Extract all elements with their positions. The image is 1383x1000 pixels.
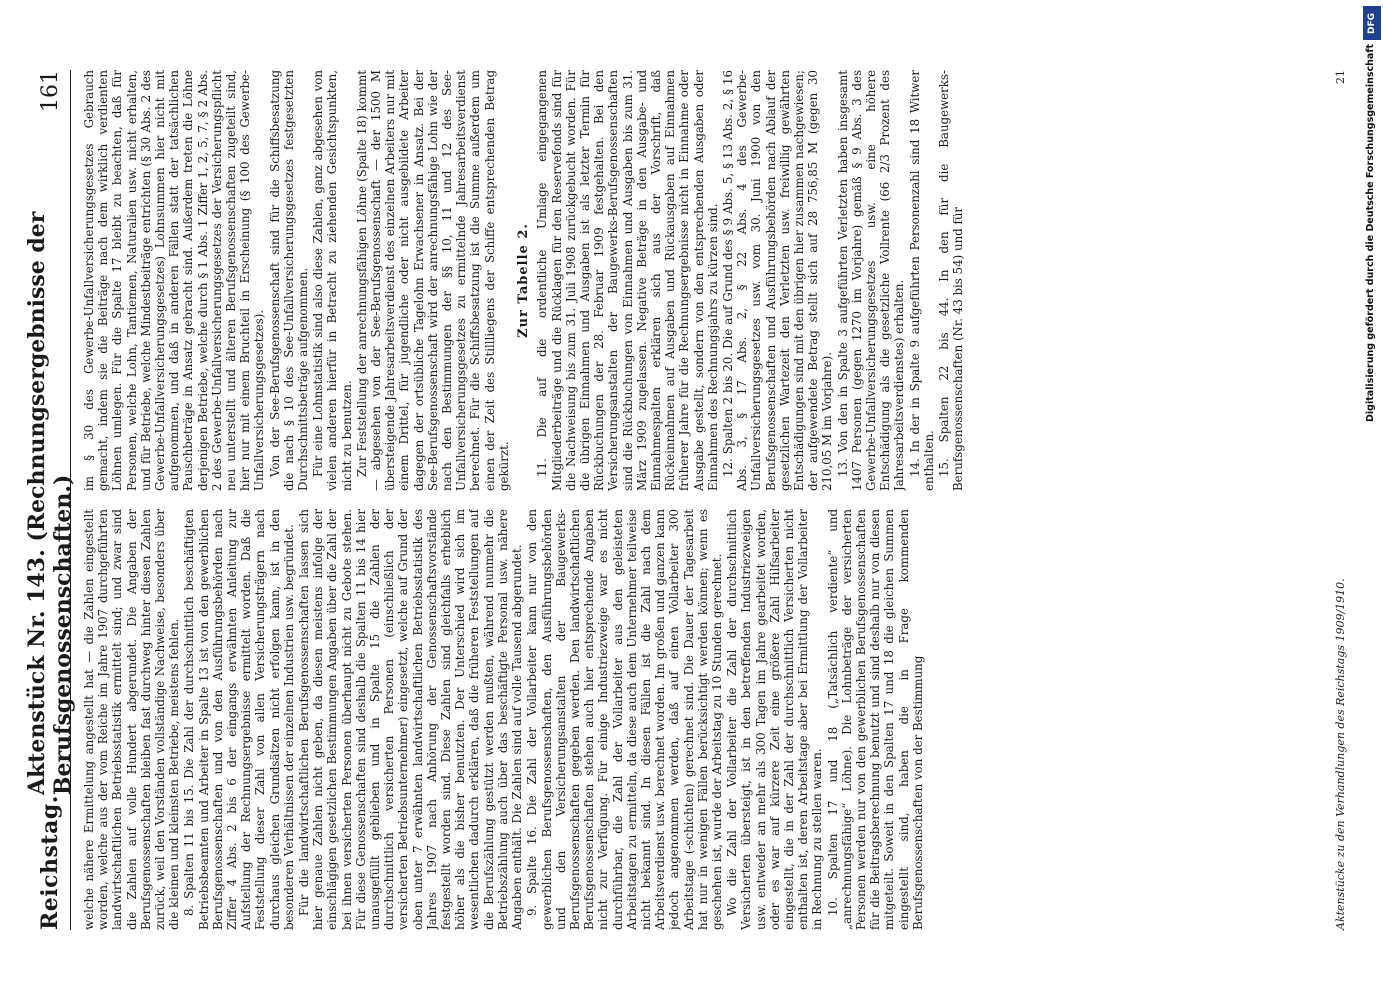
funding-notice: Digitalisierung gefördert durch die Deutsche Forschungsgemeinschaft bbox=[1365, 44, 1376, 422]
paragraph: Von der See-Berufsgenossenschaft sind für die Schiffsbesatzung die nach § 10 des See-Unfallversicherungsgesetzes festgesetzten Durchschnittsbeträge aufgenommen. bbox=[267, 70, 311, 491]
column-right bbox=[82, 70, 1323, 491]
digitization-sidebar bbox=[1361, 0, 1383, 1000]
header-left: Reichstag. bbox=[37, 795, 63, 930]
paragraph: 14. In der in Spalte 9 aufgeführten Personenzahl sind 18 Witwer enthalten. bbox=[907, 70, 936, 491]
paragraph: Zur Feststellung der anrechnungsfähigen Löhne (Spalte 18) kommt — abgesehen von der See-Berufsgenossenschaft — der 1500 M übersteigende Jahresarbeitsverdienst des einzelnen Arbeiters nur mit einem Drittel, für jugendliche oder nicht ausgebildete Arbeiter dagegen der ortsübliche Tagelohn Erwachsener in Ansatz. Bei der See-Berufsgenossenschaft wird der anrechnungsfähige Lohn wie der nach den Bestimmungen der §§ 10, 11 und 12 des See-Unfallversicherungsgesetzes zu ermittelnde Jahresarbeitsverdienst berechnet. Für die Schiffsbesatzung ist die Summe außerdem um einen der Zeit des Stillliegens der Schiffe entsprechenden Betrag gekürzt. bbox=[354, 70, 511, 491]
header-title: Aktenstück Nr. 143. (Rechnungsergebnisse der Berufsgenossenschaften.) bbox=[24, 211, 76, 796]
paragraph: Wo die Zahl der Vollarbeiter die Zahl der durchschnittlich Versicherten übersteigt, ist in den betreffenden Industriezweigen usw. entweder an mehr als 300 Tagen im Jahre gearbeitet worden, oder es war auf kürzere Zeit eine größere Zahl Hilfsarbeiter eingestellt, die in der Zahl der durchschnittlich Versicherten nicht enthalten ist, deren Arbeitstage aber bei Ermittlung der Vollarbeiter in Rechnung zu stellen waren. bbox=[725, 509, 825, 930]
dfg-logo-icon: DFG bbox=[1363, 6, 1381, 40]
text-columns bbox=[82, 70, 1323, 930]
paragraph: 8. Spalten 11 bis 15. Die Zahl der durchschnittlich beschäftigten Betriebsbeamten und Arbeiter in Spalte 13 ist von den gewerblichen Berufsgenossenschaften und von den Ausführungsbehörden nach Ziffer 4 Abs. 2 bis 6 der eingangs erwähnten Anleitung zur Aufstellung der Rechnungsergebnisse ermittelt worden. Daß die Feststellung dieser Zahl von allen Versicherungsträgern nach durchaus gleichen Grundsätzen nicht erfolgen kann, ist in den besonderen Verhältnissen der einzelnen Industrien usw. begründet. bbox=[182, 509, 296, 930]
paragraph: Für die landwirtschaftlichen Berufsgenossenschaften lassen sich hier genaue Zahlen nicht geben, da diesen meistens infolge der einschlägigen gesetzlichen Bestimmungen Angaben über die Zahl der bei ihnen versicherten Personen überhaupt nicht zu Gebote stehen. Für diese Genossenschaften sind deshalb die Spalten 11 bis 14 hier unausgefüllt geblieben und in Spalte 15 die Zahlen der durchschnittlich versicherten Personen (einschließlich der versicherten Betriebsunternehmer) eingesetzt, welche auf Grund der oben unter 7 erwähnten landwirtschaftlichen Betriebsstatistik des Jahres 1907 nach Anhörung der Genossenschaftsvorstände festgestellt worden sind. Diese Zahlen sind gleichfalls erheblich höher als die bisher benutzten. Der Unterschied wird sich im wesentlichen dadurch erklären, daß die früheren Feststellungen auf die Berufszählung gestützt werden mußten, während nunmehr die Betriebszählung auch über das beschäftigte Personal usw. nähere Angaben enthält. Die Zahlen sind auf volle Tausend abgerundet. bbox=[297, 509, 525, 930]
paragraph: 10. Spalten 17 und 18 („Tatsächlich verdiente“ und „anrechnungsfähige“ Löhne). Die Lohnbeträge der versicherten Personen werden nur von den gewerblichen Berufsgenossenschaften für die Beitragsberechnung benutzt und sind deshalb nur von diesen mitgeteilt. Soweit in den Spalten 17 und 18 die gleichen Summen eingestellt sind, haben die in Frage kommenden Berufsgenossenschaften von der Bestimmung bbox=[825, 509, 925, 930]
paragraph: 11. Die auf die ordentliche Umlage eingegangenen Mitgliederbeiträge und die Rücklagen für den Reservefonds sind für die Nachweisung bis zum 31. Juli 1908 zurückgebucht worden. Für die übrigen Einnahmen und Ausgaben ist als letzter Termin für Rückbuchungen der 28. Februar 1909 festgehalten. Bei den Versicherungsanstalten der Baugewerks-Berufsgenossenschaften sind die Rückbuchungen von Einnahmen und Ausgaben bis zum 31. März 1909 zugelassen. Negative Beträge in den Ausgabe- und Einnahmespalten erklären sich aus der Vorschrift, daß Rückeinnahmen auf Ausgaben und Rückausgaben auf Einnahmen früherer Jahre für die Rechnungsergebnisse nicht in Einnahme oder Ausgabe gestellt, sondern von den entsprechenden Ausgaben oder Einnahmen des Rechnungsjahrs zu kürzen sind. bbox=[535, 70, 720, 491]
footer-source: Aktenstücke zu den Verhandlungen des Reichstags 1909/1910. bbox=[1334, 578, 1347, 930]
paragraph: Für eine Lohnstatistik sind also diese Zahlen, ganz abgesehen von vielen anderen hierfür in Betracht zu ziehenden Gesichtspunkten, nicht zu benutzen. bbox=[311, 70, 354, 491]
section-heading: Zur Tabelle 2. bbox=[516, 223, 532, 338]
footer-sheet-number: 21 bbox=[1334, 70, 1347, 84]
paragraph: 9. Spalte 16. Die Zahl der Vollarbeiter kann nur von den gewerblichen Berufsgenossenschaften, den Ausführungsbehörden und den Versicherungsanstalten der Baugewerks-Berufsgenossenschaften gegeben werden. Den landwirtschaftlichen Berufsgenossenschaften stehen auch hier entsprechende Angaben nicht zur Verfügung. Für einige Industriezweige war es nicht durchführbar, die Zahl der Vollarbeiter aus den geleisteten Arbeitstagen zu ermitteln, da diese auch dem Unternehmer teilweise nicht bekannt sind. In diesen Fällen ist die Zahl nach dem Arbeitsverdienst usw. berechnet worden. Im großen und ganzen kann jedoch angenommen werden, daß auf einen Vollarbeiter 300 Arbeitstage (-schichten) gerechnet sind. Die Dauer der Tagesarbeit hat nur in wenigen Fällen berücksichtigt werden können; wenn es geschehen ist, wurde der Arbeitstag zu 10 Stunden gerechnet. bbox=[525, 509, 724, 930]
paragraph: 12. Spalten 2 bis 20. Die auf Grund des § 9 Abs. 5, § 13 Abs. 2, § 16 Abs. 3, § 17 Abs. 2, § 22 Abs. 4 des Gewerbe-Unfallversicherungsgesetzes usw. vom 30. Juni 1900 von den Berufsgenossenschaften und Ausführungsbehörden nach Ablauf der gesetzlichen Wartezeit den Verletzten usw. freiwillig gewährten Entschädigungen sind mit den übrigen hier zusammen nachgewiesen; der aufgewendete Betrag stellt sich auf 28 756,85 M (gegen 30 210,05 M im Vorjahre). bbox=[720, 70, 835, 491]
paragraph: 13. Von den in Spalte 3 aufgeführten Verletzten haben insgesamt 1407 Personen (gegen 1270 im Vorjahre) gemäß § 9 Abs. 3 des Gewerbe-Unfallversicherungsgesetzes usw. eine höhere Entschädigung als die gesetzliche Vollrente (66 2/3 Prozent des Jahresarbeitsverdienstes) erhalten. bbox=[835, 70, 907, 491]
page-number: 161 bbox=[37, 70, 63, 112]
column-left bbox=[82, 509, 1323, 930]
paragraph: im § 30 des Gewerbe-Unfallversicherungsgesetzes Gebrauch gemacht, indem sie die Beiträge nach dem wirklich verdienten Löhnen umlegen. Für die Spalte 17 bleibt zu beachten, daß für Personen, welche Lohn, Tantiemen, Naturalien usw. nicht erhalten, und für Betriebe, welche Mindestbeiträge entrichten (§ 30 Abs. 2 des Gewerbe-Unfallversicherungsgesetzes) Lohnsummen hier nicht mit aufgenommen, und daß in anderen Fällen statt der tatsächlichen Pauschbeträge in Ansatz gebracht sind. Außerdem treten die Löhne derjenigen Betriebe, welche durch § 1 Abs. 1 Ziffer 1, 2, 5, 7, § 2 Abs. 2 des Gewerbe-Unfallversicherungsgesetzes der Versicherungspflicht neu unterstellt und älteren Berufsgenossenschaften zugeteilt sind, hier nur mit einem Bruchteil in Erscheinung (§ 100 des Gewerbe-Unfallversicherungsgesetzes). bbox=[82, 70, 267, 491]
page-header bbox=[24, 70, 76, 930]
paragraph: welche nähere Ermittelung angestellt hat — die Zahlen eingestellt worden, welche aus der vom Reiche im Jahre 1907 durchgeführten landwirtschaftlichen Betriebsstatistik ermittelt sind; und zwar sind die Zahlen auf volle Hundert abgerundet. Die Angaben der Berufsgenossenschaften bleiben fast durchweg hinter diesen Zahlen zurück, weil den Vorständen vollständige Nachweise, besonders über die kleinen und kleinsten Betriebe, meistens fehlen. bbox=[82, 509, 182, 930]
paragraph: 15. Spalten 22 bis 44. In den für die Baugewerks-Berufsgenossenschaften (Nr. 43 bis 54) und für bbox=[936, 70, 966, 491]
